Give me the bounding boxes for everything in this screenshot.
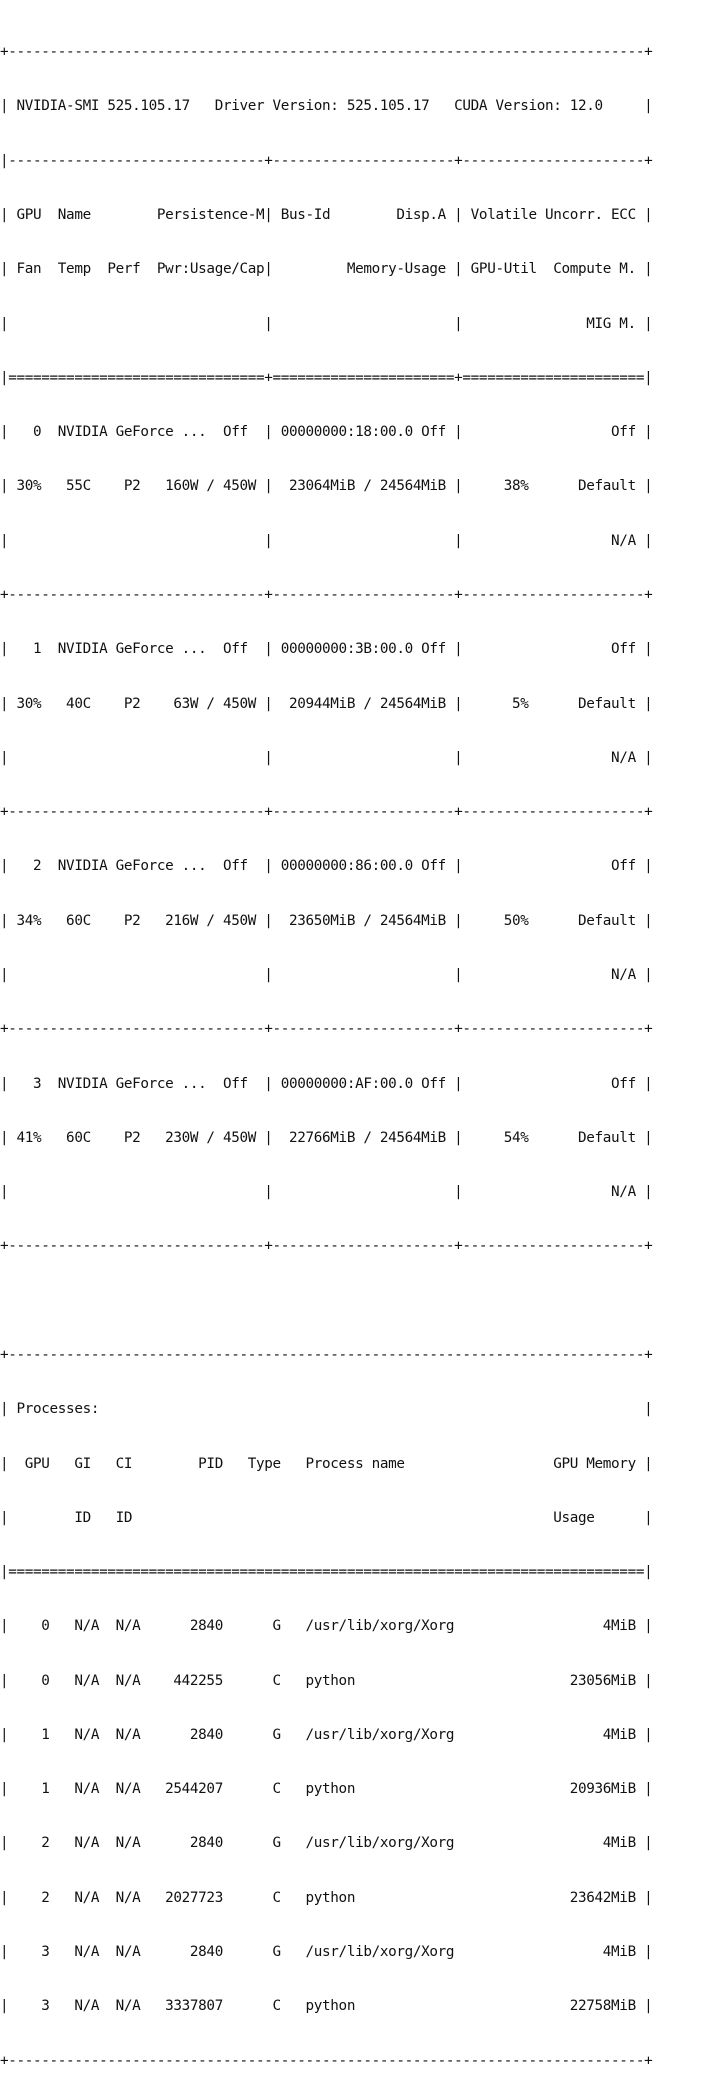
gpu-3-row-2: | 41% 60C P2 230W / 450W | 22766MiB / 24564MiB | 54% Default | bbox=[0, 1129, 653, 1146]
blank-line bbox=[0, 1292, 720, 1310]
gpu-table-double-separator: |===============================+======================+======================| bbox=[0, 369, 653, 386]
gpu-0-row-1: | 0 NVIDIA GeForce ... Off | 00000000:18:00.0 Off | Off | bbox=[0, 424, 653, 441]
process-row: | 0 N/A N/A 2840 G /usr/lib/xorg/Xorg 4MiB | bbox=[0, 1618, 653, 1635]
gpu-1-row-3: | | | N/A | bbox=[0, 749, 653, 766]
process-table-column-header-row-2: | ID ID Usage | bbox=[0, 1509, 653, 1526]
gpu-0-row-2: | 30% 55C P2 160W / 450W | 23064MiB / 24564MiB | 38% Default | bbox=[0, 478, 653, 495]
gpu-table-column-header-row-3: | | | MIG M. | bbox=[0, 315, 653, 332]
process-row: | 1 N/A N/A 2840 G /usr/lib/xorg/Xorg 4MiB | bbox=[0, 1726, 653, 1743]
process-row: | 0 N/A N/A 442255 C python 23056MiB | bbox=[0, 1672, 653, 1689]
gpu-table-top-border: +-----------------------------------------------------------------------------+ bbox=[0, 44, 653, 61]
gpu-1-row-2: | 30% 40C P2 63W / 450W | 20944MiB / 24564MiB | 5% Default | bbox=[0, 695, 653, 712]
process-table-bottom-border: +-----------------------------------------------------------------------------+ bbox=[0, 2052, 653, 2069]
process-table-top-border: +-----------------------------------------------------------------------------+ bbox=[0, 1346, 653, 1363]
gpu-3-row-3: | | | N/A | bbox=[0, 1184, 653, 1201]
gpu-table-column-header-row-2: | Fan Temp Perf Pwr:Usage/Cap| Memory-Usage | GPU-Util Compute M. | bbox=[0, 261, 653, 278]
gpu-table-column-header-row-1: | GPU Name Persistence-M| Bus-Id Disp.A | Volatile Uncorr. ECC | bbox=[0, 207, 653, 224]
gpu-0-separator: +-------------------------------+----------------------+----------------------+ bbox=[0, 587, 653, 603]
gpu-2-row-3: | | | N/A | bbox=[0, 966, 653, 983]
gpu-2-separator: +-------------------------------+----------------------+----------------------+ bbox=[0, 1021, 653, 1038]
gpu-0-row-3: | | | N/A | bbox=[0, 532, 653, 549]
process-row: | 1 N/A N/A 2544207 C python 20936MiB | bbox=[0, 1781, 653, 1798]
nvidia-smi-version-header: | NVIDIA-SMI 525.105.17 Driver Version: 525.105.17 CUDA Version: 12.0 | bbox=[0, 98, 653, 115]
process-row: | 3 N/A N/A 2840 G /usr/lib/xorg/Xorg 4MiB | bbox=[0, 1944, 653, 1961]
gpu-table-bottom-border: +-------------------------------+----------------------+----------------------+ bbox=[0, 1238, 653, 1255]
gpu-1-row-1: | 1 NVIDIA GeForce ... Off | 00000000:3B:00.0 Off | Off | bbox=[0, 641, 653, 658]
gpu-2-row-2: | 34% 60C P2 216W / 450W | 23650MiB / 24564MiB | 50% Default | bbox=[0, 912, 653, 929]
process-row: | 2 N/A N/A 2840 G /usr/lib/xorg/Xorg 4MiB | bbox=[0, 1835, 653, 1852]
gpu-table-header-separator: |-------------------------------+----------------------+----------------------+ bbox=[0, 152, 653, 169]
process-row: | 3 N/A N/A 3337807 C python 22758MiB | bbox=[0, 1998, 653, 2015]
gpu-1-separator: +-------------------------------+----------------------+----------------------+ bbox=[0, 804, 653, 821]
gpu-2-row-1: | 2 NVIDIA GeForce ... Off | 00000000:86:00.0 Off | Off | bbox=[0, 858, 653, 875]
process-table-double-separator: |=============================================================================| bbox=[0, 1564, 653, 1581]
process-row: | 2 N/A N/A 2027723 C python 23642MiB | bbox=[0, 1889, 653, 1906]
gpu-3-row-1: | 3 NVIDIA GeForce ... Off | 00000000:AF:00.0 Off | Off | bbox=[0, 1075, 653, 1092]
process-table-title: | Processes: | bbox=[0, 1401, 653, 1418]
process-table-column-header-row-1: | GPU GI CI PID Type Process name GPU Memory | bbox=[0, 1455, 653, 1472]
